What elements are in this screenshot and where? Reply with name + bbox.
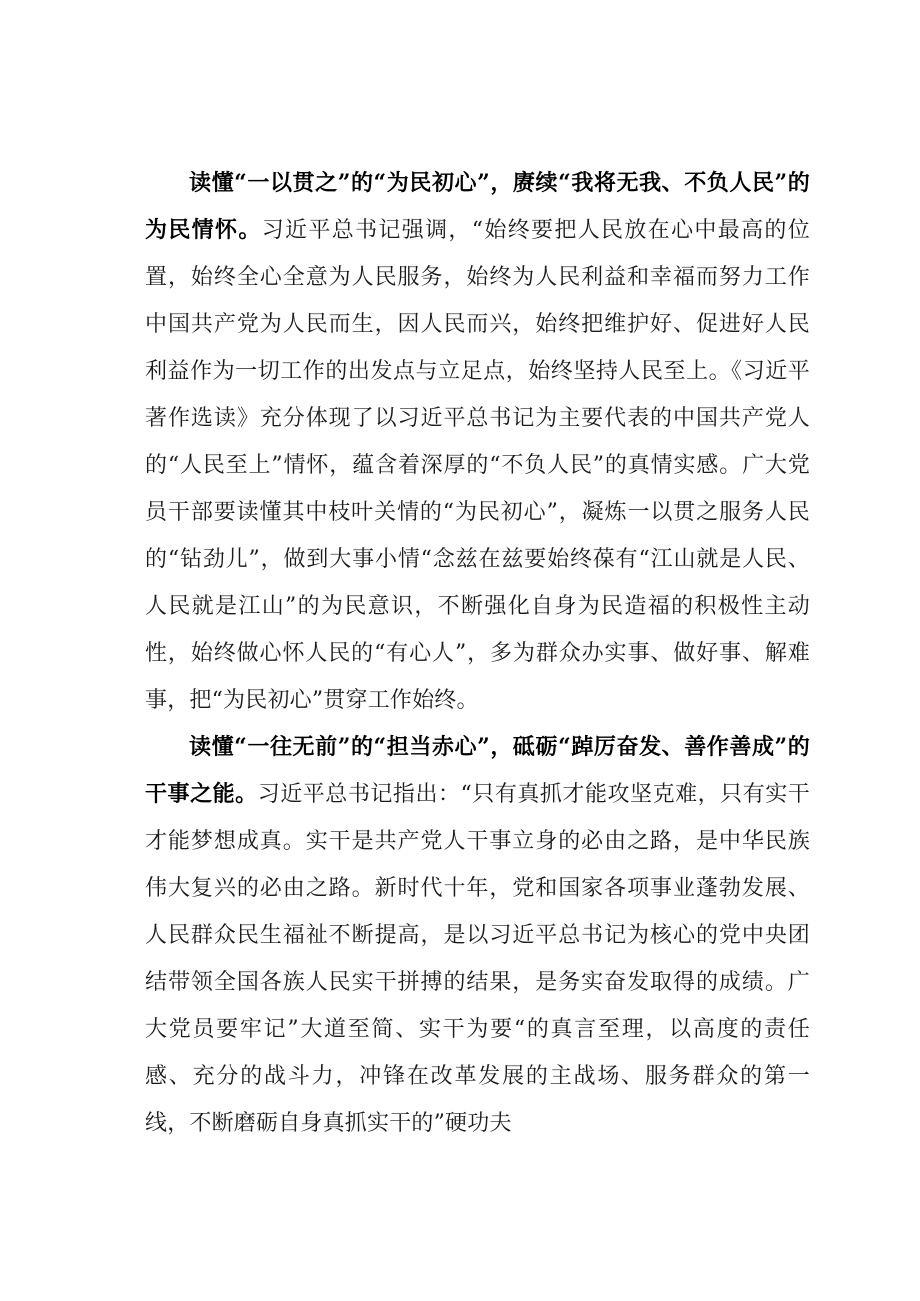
paragraph-1 [145, 160, 810, 724]
document-body [145, 160, 810, 1147]
paragraph-2 [145, 724, 810, 1147]
paragraph-1-text: 习近平总书记强调，“始终要把人民放在心中最高的位置，始终全心全意为人民服务，始终为人民利益和幸福而努力工作中国共产党为人民而生，因人民而兴，始终把维护好、促进好人民利益作为一切工作的出发点与立足点，始终坚持人民至上。《习近平著作选读》充分体现了以习近平总书记为主要代表的中国共产党人的“人民至上”情怀，蕴含着深厚的“不负人民”的真情实感。广大党员干部要读懂其中枝叶关情的“为民初心”，凝炼一以贯之服务人民的“钻劲儿”，做到大事小情“念兹在兹要始终葆有“江山就是人民、人民就是江山”的为民意识，不断强化自身为民造福的积极性主动性，始终做心怀人民的“有心人”，多为群众办实事、做好事、解难事，把“为民初心”贯穿工作始终。 [145, 218, 810, 713]
paragraph-1-heading: 读懂“一以贯之”的“为民初心”，赓续“我将无我、不负人民”的为民情怀。 [145, 170, 810, 243]
paragraph-2-text: 习近平总书记指出：“只有真抓才能攻坚克难，只有实干才能梦想成真。实干是共产党人干事立身的必由之路，是中华民族伟大复兴的必由之路。新时代十年，党和国家各项事业蓬勃发展、人民群众民生福祉不断提高，是以习近平总书记为核心的党中央团结带领全国各族人民实干拼搏的结果，是务实奋发取得的成绩。广大党员要牢记”大道至简、实干为要“的真言至理，以高度的责任感、充分的战斗力，冲锋在改革发展的主战场、服务群众的第一线，不断磨砺自身真抓实干的”硬功夫 [145, 782, 810, 1136]
paragraph-2-heading: 读懂“一往无前”的“担当赤心”，砥砺“踔厉奋发、善作善成”的干事之能。 [145, 734, 810, 807]
